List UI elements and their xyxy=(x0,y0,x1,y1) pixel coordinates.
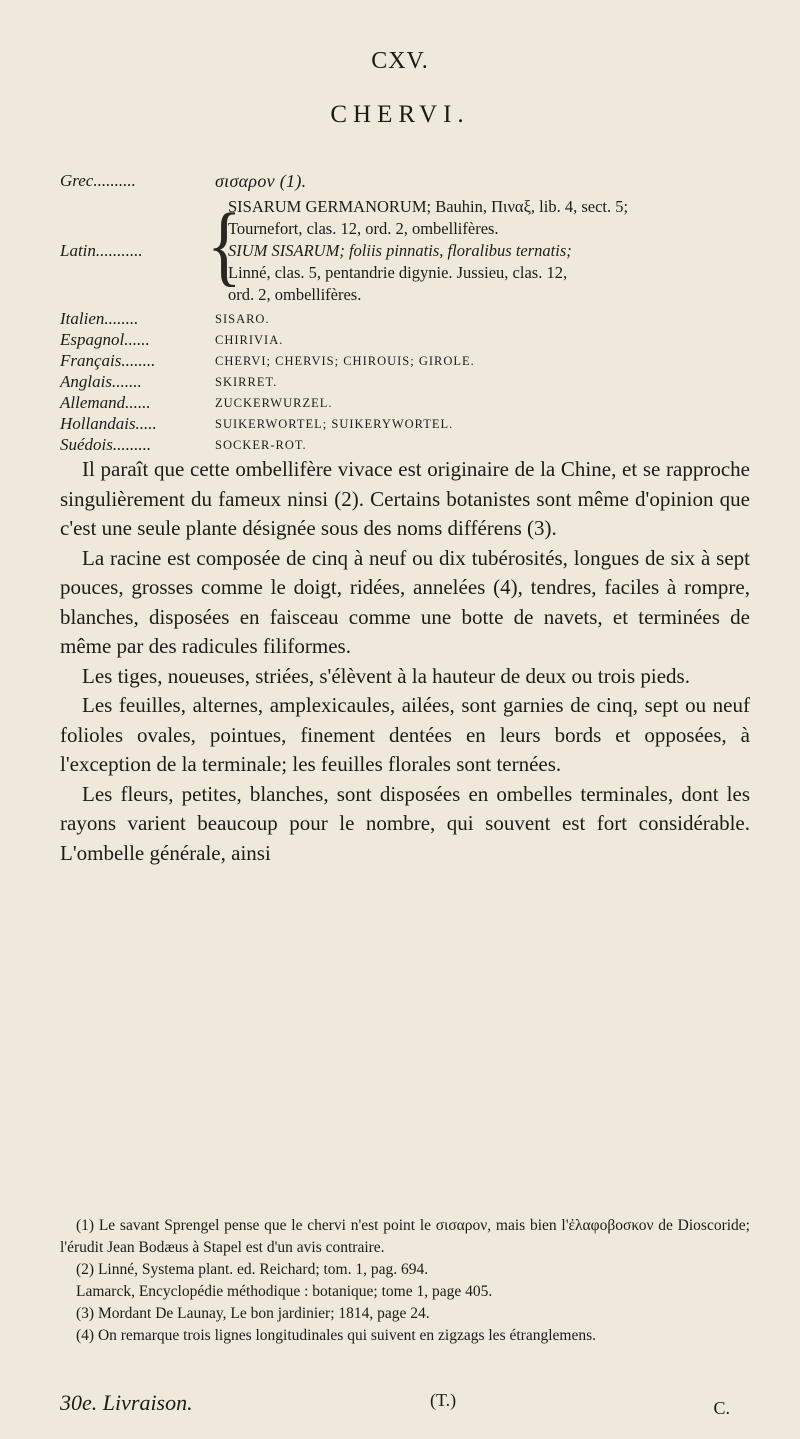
language-label: Grec.......... xyxy=(60,171,136,190)
footnotes xyxy=(60,1215,750,1347)
body-paragraph: Les tiges, noueuses, striées, s'élèvent à la hauteur de deux ou trois pieds. xyxy=(82,663,690,688)
latin-line: SISARUM GERMANORUM; Bauhin, Πιναξ, lib. 4, sect. 5; xyxy=(228,197,629,216)
footnote: (3) Mordant De Launay, Le bon jardinier; 1814, page 24. xyxy=(76,1305,430,1322)
synonym-value: SISARO. xyxy=(215,312,270,326)
page-numeral: CXV. xyxy=(371,48,429,74)
language-label: Latin........... xyxy=(60,241,143,260)
footnote: (1) Le savant Sprengel pense que le chervi n'est point le σισαρον, mais bien l'ἐλαφοβοσκον de Dioscoride; l'érudit Jean Bodæus à Stapel est d'un avis contraire. xyxy=(60,1217,750,1256)
language-label: Allemand...... xyxy=(60,393,151,412)
latin-entries xyxy=(228,196,768,306)
latin-line: Linné, clas. 5, pentandrie digynie. Jussieu, clas. 12, xyxy=(228,263,568,282)
language-label: Français........ xyxy=(60,351,156,370)
footnote: Lamarck, Encyclopédie méthodique : botanique; tome 1, page 405. xyxy=(76,1283,493,1300)
body-paragraph: La racine est composée de cinq à neuf ou dix tubérosités, longues de six à sept pouces, grosses comme le doigt, ridées, annelées (4), tendres, faciles à rompre, blanches, disposées en faisceau comme une botte de navets, et terminées de même par des radicules filiformes. xyxy=(60,545,750,658)
synonym-row-anglais xyxy=(60,371,750,392)
synonym-row-allemand xyxy=(60,392,750,413)
language-label: Hollandais..... xyxy=(60,414,157,433)
brace-glyph: { xyxy=(207,195,242,295)
synonym-value: SUIKERWORTEL; SUIKERYWORTEL. xyxy=(215,417,454,431)
body-paragraph: Il paraît que cette ombellifère vivace est originaire de la Chine, et se rapproche singulièrement du fameux ninsi (2). Certains botanistes sont même d'opinion que c'est une seule plante désignée sous des noms différens (3). xyxy=(60,457,750,540)
signature-letter: C. xyxy=(713,1398,730,1418)
footnote: (2) Linné, Systema plant. ed. Reichard; tom. 1, pag. 694. xyxy=(76,1261,429,1278)
synonym-row-latin xyxy=(60,196,750,308)
synonym-value: σισαρον (1). xyxy=(215,171,307,191)
synonym-row-italien xyxy=(60,308,750,329)
language-label: Italien........ xyxy=(60,309,139,328)
livraison-label: 30e. Livraison. xyxy=(60,1390,193,1415)
synonym-value: SOCKER-ROT. xyxy=(215,438,307,452)
page-footer xyxy=(60,1390,750,1420)
synonym-row-grec xyxy=(60,170,750,196)
body-text xyxy=(60,455,750,868)
language-label: Espagnol...... xyxy=(60,330,150,349)
synonym-value: SKIRRET. xyxy=(215,375,278,389)
language-label: Anglais....... xyxy=(60,372,142,391)
language-label: Suédois......... xyxy=(60,435,152,454)
page-title: CHERVI. xyxy=(330,101,470,128)
footnote: (4) On remarque trois lignes longitudinales qui suivent en zigzags les étranglemens. xyxy=(76,1327,596,1344)
synonym-row-suedois xyxy=(60,434,750,455)
signature-mark: (T.) xyxy=(430,1390,457,1410)
latin-line: Tournefort, clas. 12, ord. 2, ombellifères. xyxy=(228,219,499,238)
synonym-value: CHIRIVIA. xyxy=(215,333,284,347)
synonym-value: ZUCKERWURZEL. xyxy=(215,396,333,410)
body-paragraph: Les fleurs, petites, blanches, sont disposées en ombelles terminales, dont les rayons varient beaucoup pour le nombre, qui souvent est fort considérable. L'ombelle générale, ainsi xyxy=(60,781,750,865)
synonym-row-francais xyxy=(60,350,750,371)
latin-line: SIUM SISARUM; foliis pinnatis, floralibus ternatis; xyxy=(228,241,572,260)
synonym-row-hollandais xyxy=(60,413,750,434)
latin-line: ord. 2, ombellifères. xyxy=(228,285,362,304)
synonym-row-espagnol xyxy=(60,329,750,350)
synonym-value: CHERVI; CHERVIS; CHIROUIS; GIROLE. xyxy=(215,354,475,368)
synonym-list xyxy=(60,170,750,455)
body-paragraph: Les feuilles, alternes, amplexicaules, ailées, sont garnies de cinq, sept ou neuf folioles ovales, pointues, finement dentées en leurs bords et opposées, à l'exception de la terminale; les feuilles florales sont ternées. xyxy=(60,693,750,776)
